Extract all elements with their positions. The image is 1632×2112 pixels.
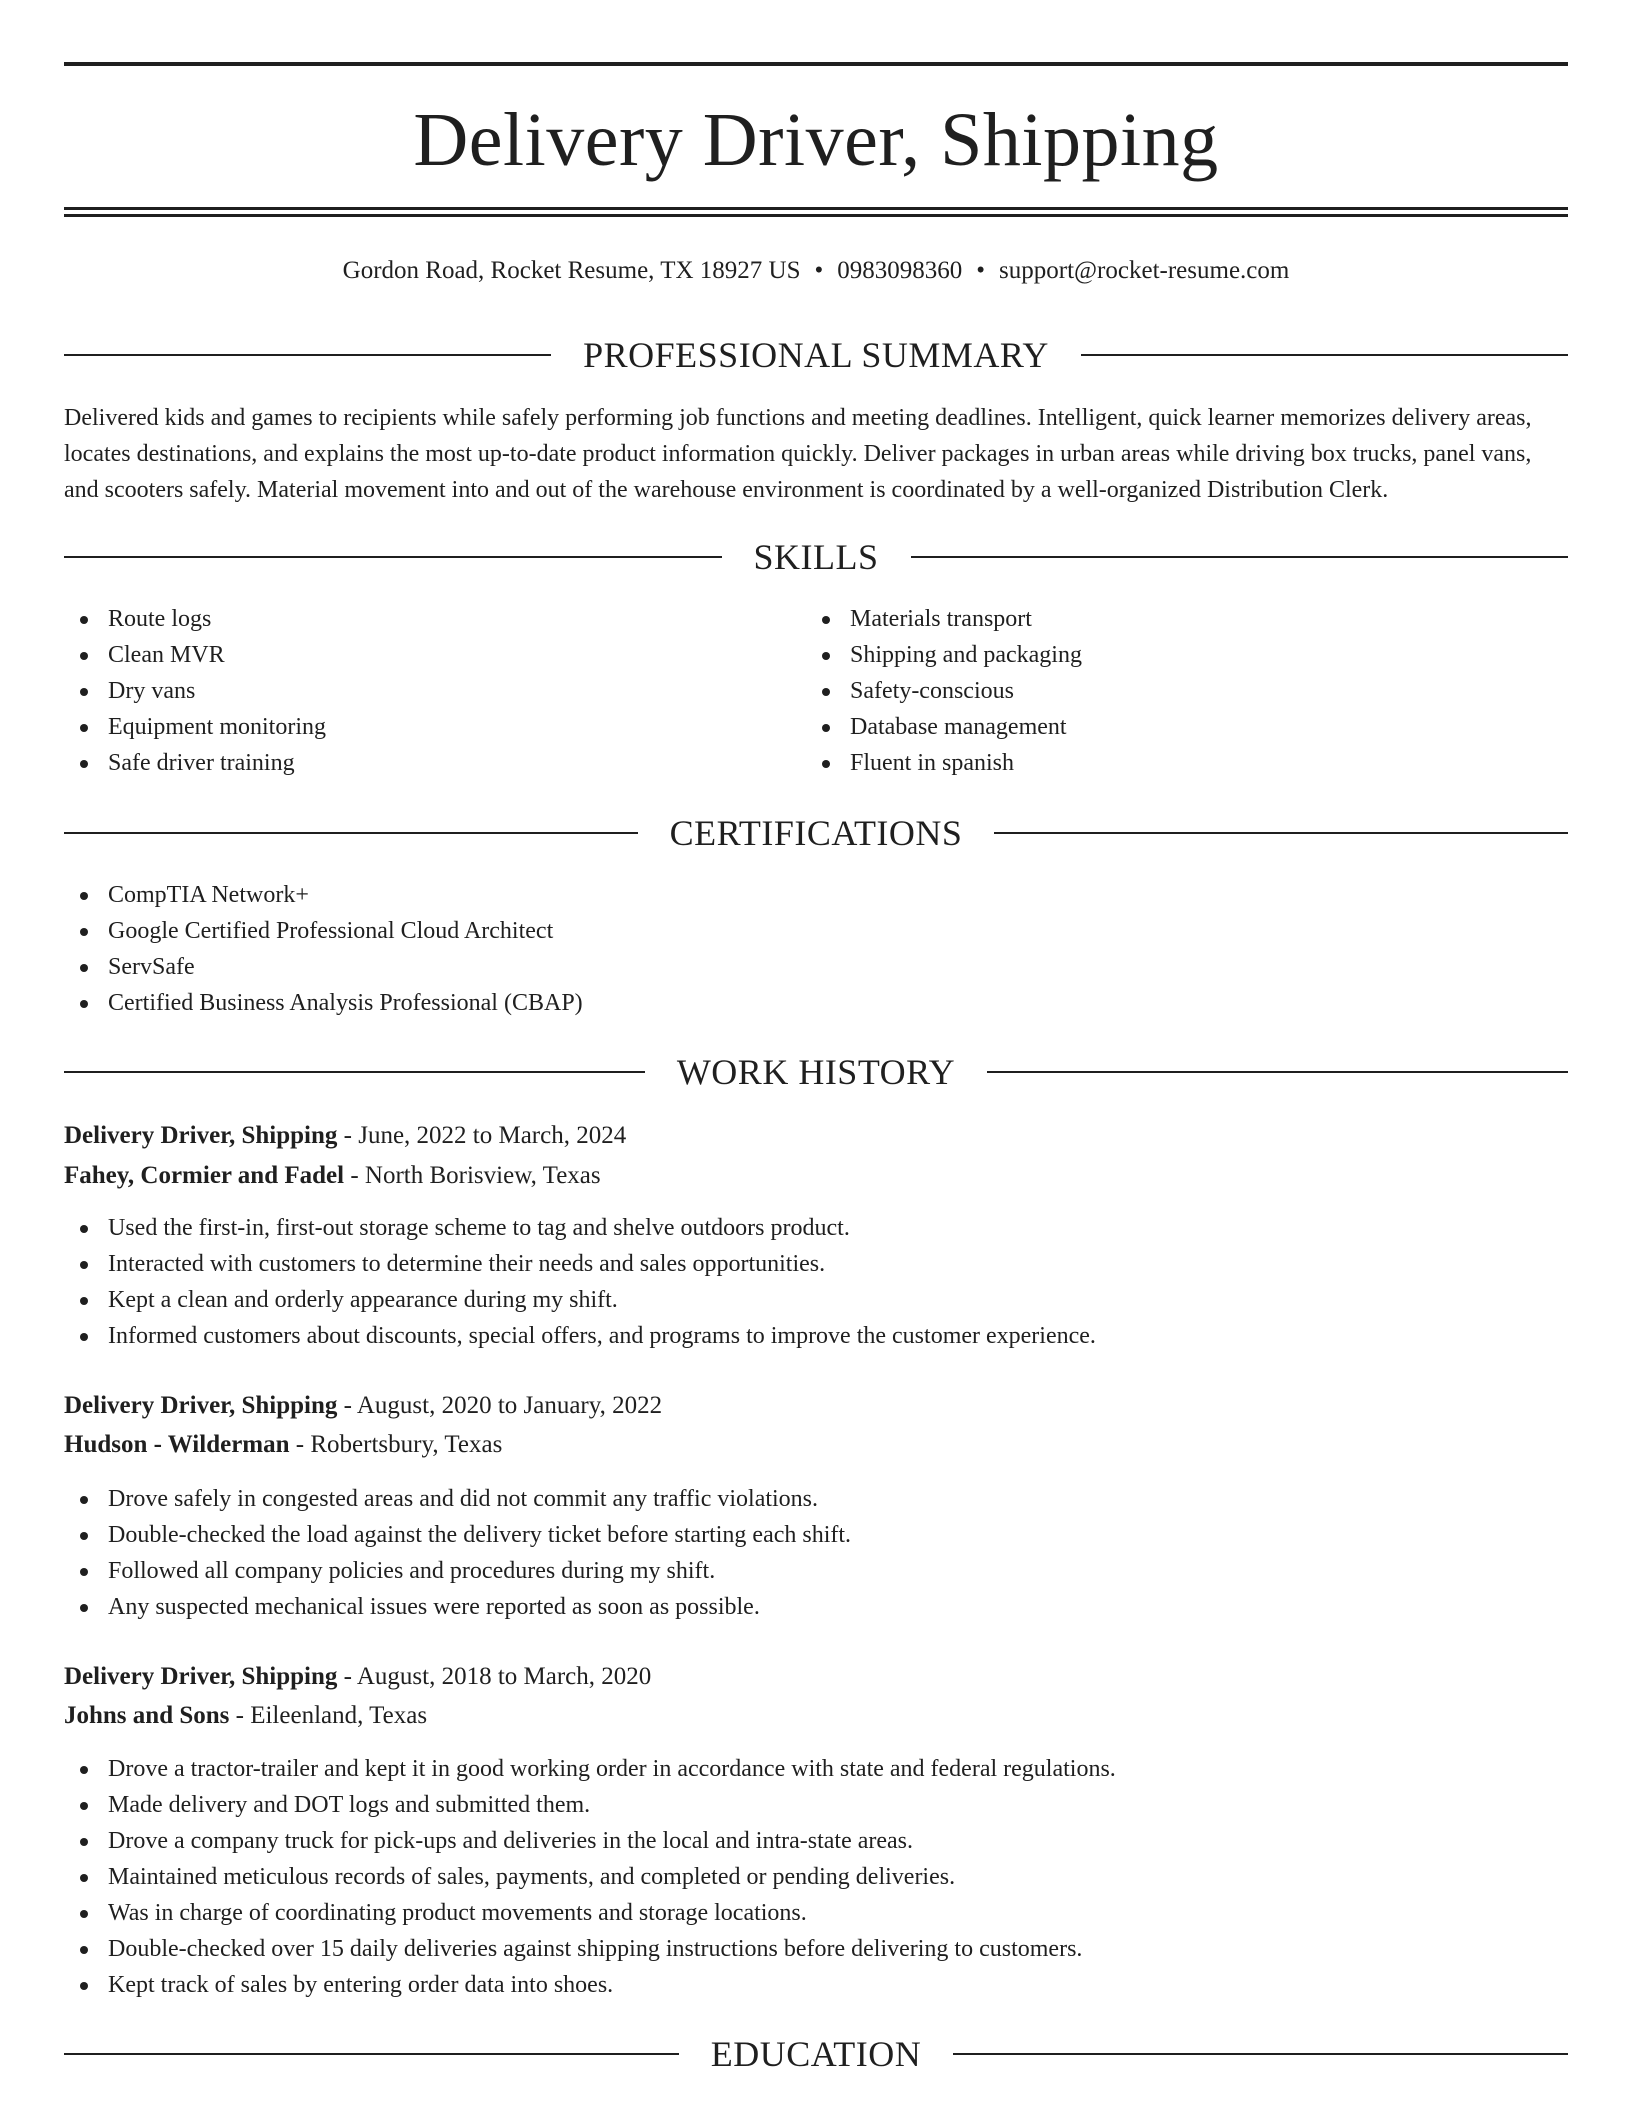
job-location: - Eileenland, Texas (229, 1702, 428, 1729)
skill-item: Route logs (64, 601, 326, 637)
skills-list-right (806, 601, 1082, 781)
certification-item: ServSafe (64, 949, 583, 985)
section-rule (911, 556, 1569, 558)
section-rule (953, 2053, 1568, 2055)
certification-item: Certified Business Analysis Professional (CBAP) (64, 985, 583, 1021)
certifications-section-title: CERTIFICATIONS (669, 813, 963, 853)
skills-section-title: SKILLS (753, 537, 879, 577)
job-bullet: Drove a company truck for pick-ups and deliveries in the local and intra-state areas. (64, 1823, 1116, 1859)
section-rule (987, 1071, 1568, 1073)
job-dates: - June, 2022 to March, 2024 (337, 1122, 627, 1149)
job-title-line (64, 1387, 662, 1425)
summary-section-header (64, 333, 1568, 377)
job-bullet: Kept a clean and orderly appearance during my shift. (64, 1282, 1096, 1318)
certification-item: Google Certified Professional Cloud Architect (64, 913, 583, 949)
job-company: Johns and Sons (64, 1702, 230, 1729)
skills-list-left (64, 601, 326, 781)
job-bullet: Followed all company policies and procedures during my shift. (64, 1553, 851, 1589)
skill-item: Safe driver training (64, 745, 326, 781)
job-bullet: Drove safely in congested areas and did not commit any traffic violations. (64, 1481, 851, 1517)
job-company: Fahey, Cormier and Fadel (64, 1162, 345, 1189)
job-company-line (64, 1697, 427, 1735)
job-company: Hudson - Wilderman (64, 1431, 290, 1458)
section-rule (1081, 354, 1568, 356)
skill-item: Fluent in spanish (806, 745, 1082, 781)
section-rule (64, 2053, 679, 2055)
top-rule (64, 62, 1568, 66)
section-rule (64, 832, 638, 834)
job-bullet: Used the first-in, first-out storage scheme to tag and shelve outdoors product. (64, 1210, 1096, 1246)
job-title: Delivery Driver, Shipping (64, 1122, 338, 1149)
skill-item: Clean MVR (64, 637, 326, 673)
job-bullet: Double-checked the load against the delivery ticket before starting each shift. (64, 1517, 851, 1553)
job-location: - North Borisview, Texas (344, 1162, 601, 1189)
job-bullet: Was in charge of coordinating product movements and storage locations. (64, 1895, 1116, 1931)
skill-item: Materials transport (806, 601, 1082, 637)
job-title: Delivery Driver, Shipping (64, 1663, 338, 1690)
work-section-header (64, 1050, 1568, 1094)
work-section-title: WORK HISTORY (676, 1052, 956, 1092)
job-title-line (64, 1658, 651, 1696)
job-bullet: Kept track of sales by entering order data into shoes. (64, 1967, 1116, 2003)
resume-title: Delivery Driver, Shipping (413, 98, 1219, 182)
skills-section-header (64, 535, 1568, 579)
contact-address: Gordon Road, Rocket Resume, TX 18927 US (342, 257, 801, 284)
section-rule (994, 832, 1568, 834)
skill-item: Dry vans (64, 673, 326, 709)
job-bullet: Maintained meticulous records of sales, payments, and completed or pending deliveries. (64, 1859, 1116, 1895)
job-bullet: Interacted with customers to determine their needs and sales opportunities. (64, 1246, 1096, 1282)
certification-item: CompTIA Network+ (64, 877, 583, 913)
summary-section-title: PROFESSIONAL SUMMARY (583, 335, 1049, 375)
section-rule (64, 1071, 645, 1073)
job-location: - Robertsbury, Texas (289, 1431, 503, 1458)
skill-item: Safety-conscious (806, 673, 1082, 709)
contact-separator: • (976, 257, 986, 284)
section-rule (64, 354, 551, 356)
job-bullet: Informed customers about discounts, special offers, and programs to improve the customer experience. (64, 1318, 1096, 1354)
education-section-title: EDUCATION (710, 2034, 922, 2074)
job-bullet: Made delivery and DOT logs and submitted them. (64, 1787, 1116, 1823)
summary-text: Delivered kids and games to recipients while safely performing job functions and meeting deadlines. Intelligent, quick learner memorizes delivery areas, locates destinations, and explains the most up-to-date product information quickly. Deliver packages in urban areas while driving box trucks, panel vans, and scooters safely. Material movement into and out of the warehouse environment is coordinated by a well-organized Distribution Clerk. (64, 405, 1532, 503)
job-dates: - August, 2020 to January, 2022 (337, 1392, 663, 1419)
certifications-list (64, 877, 583, 1021)
education-section-header (64, 2032, 1568, 2076)
job-bullets (64, 1481, 851, 1625)
contact-email: support@rocket-resume.com (999, 257, 1290, 284)
contact-separator: • (814, 257, 824, 284)
job-title-line (64, 1117, 626, 1155)
job-bullets (64, 1751, 1116, 2003)
title-double-rule (64, 207, 1568, 217)
job-company-line (64, 1426, 502, 1464)
skill-item: Database management (806, 709, 1082, 745)
contact-phone: 0983098360 (837, 257, 963, 284)
job-bullet: Double-checked over 15 daily deliveries against shipping instructions before delivering to customers. (64, 1931, 1116, 1967)
certifications-section-header (64, 811, 1568, 855)
section-rule (64, 556, 722, 558)
skill-item: Equipment monitoring (64, 709, 326, 745)
contact-line (64, 255, 1568, 287)
skill-item: Shipping and packaging (806, 637, 1082, 673)
job-bullet: Drove a tractor-trailer and kept it in good working order in accordance with state and federal regulations. (64, 1751, 1116, 1787)
job-bullet: Any suspected mechanical issues were reported as soon as possible. (64, 1589, 851, 1625)
job-bullets (64, 1210, 1096, 1354)
job-dates: - August, 2018 to March, 2020 (337, 1663, 652, 1690)
job-title: Delivery Driver, Shipping (64, 1392, 338, 1419)
job-company-line (64, 1157, 601, 1195)
